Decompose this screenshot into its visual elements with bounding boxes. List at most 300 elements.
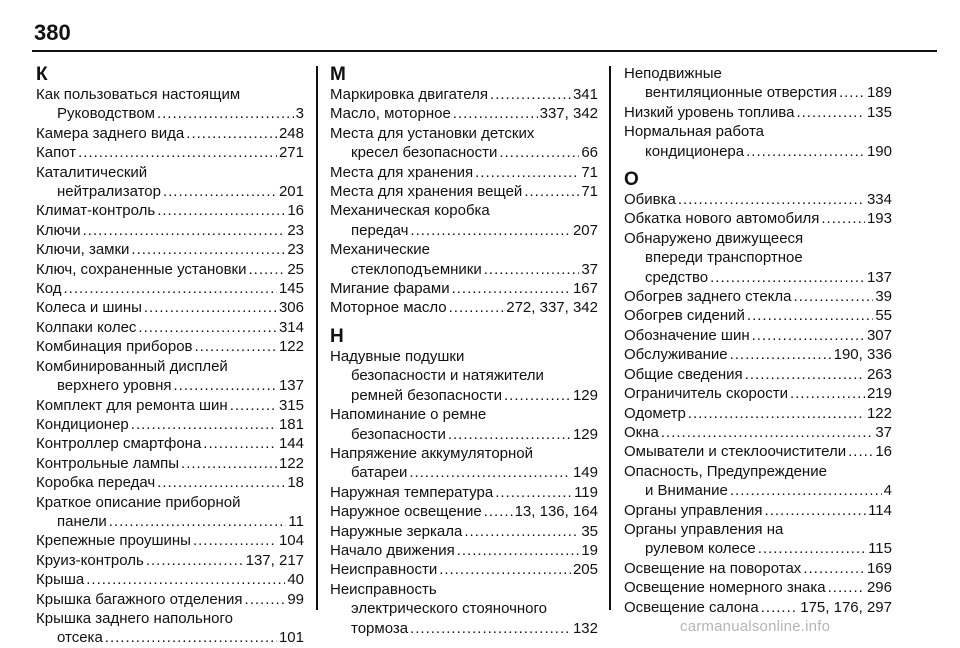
entry-label: Неисправности xyxy=(330,561,438,579)
entry-label: Наружное освещение xyxy=(330,503,482,521)
page-reference[interactable]: 16 xyxy=(875,443,892,461)
entry-line xyxy=(36,512,304,531)
entry-label: Обслуживание xyxy=(624,346,728,364)
entry-label: Кондиционер xyxy=(36,415,129,433)
index-entry[interactable] xyxy=(624,345,892,364)
index-entry[interactable] xyxy=(330,182,598,201)
page-reference[interactable]: 190 xyxy=(866,142,892,160)
entry-line xyxy=(330,522,598,541)
entry-label: Ключ, сохраненные установки xyxy=(36,260,247,278)
index-entry[interactable] xyxy=(624,598,892,617)
section-letter: М xyxy=(330,64,346,85)
index-entry[interactable] xyxy=(624,462,892,501)
dot-leader xyxy=(157,104,294,123)
entry-label: Окна xyxy=(624,423,659,441)
page-number: 380 xyxy=(34,20,71,45)
entry-label: Освещение на поворотах xyxy=(624,559,802,577)
entry-line xyxy=(330,386,598,405)
index-entry[interactable] xyxy=(330,541,598,560)
index-entry[interactable] xyxy=(624,442,892,461)
entry-line xyxy=(624,501,892,520)
entry-label: Капот xyxy=(36,144,77,162)
entry-line xyxy=(624,481,892,500)
dot-leader xyxy=(747,306,873,325)
index-section xyxy=(330,326,598,638)
index-entry[interactable] xyxy=(624,404,892,423)
page-reference[interactable]: 71 xyxy=(581,183,598,201)
entry-label: батареи xyxy=(351,464,408,482)
entry-line xyxy=(624,442,892,461)
entry-label: Общие сведения xyxy=(624,365,743,383)
entry-line xyxy=(330,463,598,482)
page-reference[interactable]: 137 xyxy=(278,377,304,395)
index-entry[interactable] xyxy=(36,143,304,162)
entry-line xyxy=(330,85,598,104)
entry-label: Маркировка двигателя xyxy=(330,86,489,103)
dot-leader xyxy=(78,143,277,162)
entry-label: Ограничитель скорости xyxy=(624,385,788,403)
entry-line xyxy=(36,434,304,453)
index-column-1 xyxy=(36,64,304,648)
index-entry[interactable] xyxy=(36,396,304,415)
dot-leader xyxy=(495,483,572,502)
page-reference[interactable]: 137 xyxy=(866,268,892,286)
page-reference[interactable]: 39 xyxy=(875,288,892,306)
page-reference[interactable]: 315 xyxy=(278,396,304,414)
dot-leader xyxy=(174,376,277,395)
index-entry[interactable] xyxy=(36,454,304,473)
entry-label: безопасности xyxy=(351,425,446,443)
page-reference[interactable]: 205 xyxy=(572,561,598,579)
index-entry[interactable] xyxy=(624,190,892,209)
dot-leader xyxy=(83,221,286,240)
entry-label: Коробка передач xyxy=(36,474,156,492)
dot-leader xyxy=(439,560,571,579)
entry-text-line: Органы управления на xyxy=(624,520,784,538)
page-reference[interactable]: 132 xyxy=(572,619,598,637)
page-reference[interactable]: 37 xyxy=(875,423,892,441)
page-reference[interactable]: 189 xyxy=(866,84,892,102)
index-section xyxy=(624,169,892,617)
dot-leader xyxy=(828,578,865,597)
index-entry[interactable] xyxy=(330,124,598,163)
dot-leader xyxy=(144,298,277,317)
index-entry[interactable] xyxy=(624,326,892,345)
entry-line xyxy=(36,531,304,550)
dot-leader xyxy=(730,481,882,500)
page-reference[interactable]: 11 xyxy=(288,512,304,530)
dot-leader xyxy=(453,104,538,123)
entry-line xyxy=(330,502,598,521)
dot-leader xyxy=(794,287,874,306)
index-entry[interactable] xyxy=(36,473,304,492)
dot-leader xyxy=(803,559,865,578)
index-entry[interactable] xyxy=(330,104,598,123)
entry-label: Климат-контроль xyxy=(36,202,156,220)
entry-label: Масло, моторное xyxy=(330,105,451,123)
page-reference[interactable]: 55 xyxy=(875,307,892,325)
dot-leader xyxy=(499,143,579,162)
index-entry[interactable] xyxy=(36,493,304,532)
entry-line xyxy=(624,326,892,345)
page-reference[interactable]: 201 xyxy=(278,183,304,201)
dot-leader xyxy=(761,598,799,617)
entry-line xyxy=(36,240,304,259)
dot-leader xyxy=(484,502,513,521)
page-reference[interactable]: 71 xyxy=(581,163,598,181)
dot-leader xyxy=(839,83,865,102)
dot-leader xyxy=(524,182,579,201)
dot-leader xyxy=(86,570,285,589)
entry-text-line: Нормальная работа xyxy=(624,123,764,141)
index-entry[interactable] xyxy=(330,560,598,579)
entry-line xyxy=(330,298,598,317)
entry-line xyxy=(36,396,304,415)
page-reference[interactable]: 25 xyxy=(287,260,304,278)
entry-text-line: Как пользоваться настоящим xyxy=(36,86,241,103)
entry-label: Крышка багажного отделения xyxy=(36,590,243,608)
dot-leader xyxy=(245,590,286,609)
page-reference[interactable]: 307 xyxy=(866,326,892,344)
dot-leader xyxy=(203,434,277,453)
entry-label: Обивка xyxy=(624,191,676,209)
entry-label: Освещение салона xyxy=(624,598,759,616)
page-reference[interactable]: 271 xyxy=(278,144,304,162)
entry-label: средство xyxy=(645,268,709,286)
dot-leader xyxy=(146,551,244,570)
page-reference[interactable]: 35 xyxy=(581,522,598,540)
entry-line xyxy=(36,104,304,123)
entry-line xyxy=(624,404,892,423)
page-reference[interactable]: 306 xyxy=(278,299,304,317)
index-entry[interactable] xyxy=(36,201,304,220)
entry-label: Колеса и шины xyxy=(36,299,142,317)
entry-text-line: впереди транспортное xyxy=(645,249,803,267)
entry-line xyxy=(330,483,598,502)
dot-leader xyxy=(131,240,285,259)
entry-label: Камера заднего вида xyxy=(36,124,185,142)
index-entry[interactable] xyxy=(624,578,892,597)
entry-line xyxy=(36,298,304,317)
dot-leader xyxy=(448,425,571,444)
entry-label: Места для хранения xyxy=(330,163,474,181)
entry-line xyxy=(330,221,598,240)
index-entry[interactable] xyxy=(624,103,892,122)
dot-leader xyxy=(452,279,571,298)
index-entry[interactable] xyxy=(624,559,892,578)
entry-label: передач xyxy=(351,221,409,239)
page-reference[interactable]: 175, 176, 297 xyxy=(800,598,892,616)
dot-leader xyxy=(796,103,865,122)
dot-leader xyxy=(504,386,571,405)
index-entry[interactable] xyxy=(330,502,598,521)
page-reference[interactable]: 263 xyxy=(866,365,892,383)
page-reference[interactable]: 122 xyxy=(278,338,304,356)
index-section xyxy=(36,64,304,648)
page-reference[interactable]: 40 xyxy=(287,571,304,589)
entry-label: Освещение номерного знака xyxy=(624,579,826,597)
index-entry[interactable] xyxy=(330,483,598,502)
index-entry[interactable] xyxy=(330,444,598,483)
entry-label: Обогрев сидений xyxy=(624,307,745,325)
index-entry[interactable] xyxy=(330,522,598,541)
index-entry[interactable] xyxy=(36,124,304,143)
page-reference[interactable]: 104 xyxy=(278,532,304,550)
page-reference[interactable]: 37 xyxy=(581,260,598,278)
entry-line xyxy=(36,590,304,609)
entry-label: Обогрев заднего стекла xyxy=(624,288,792,306)
entry-line xyxy=(330,619,598,638)
entry-text-line: Неисправность xyxy=(330,580,437,598)
index-entry[interactable] xyxy=(624,229,892,287)
page-reference[interactable]: 341 xyxy=(572,86,598,103)
index-entry[interactable] xyxy=(36,570,304,589)
index-entry[interactable] xyxy=(36,279,304,298)
dot-leader xyxy=(181,454,277,473)
index-entry[interactable] xyxy=(330,405,598,444)
entry-line xyxy=(36,628,304,647)
index-entry[interactable] xyxy=(36,85,304,124)
entry-label: вентиляционные отверстия xyxy=(645,84,837,102)
entry-text-line: Опасность, Предупреждение xyxy=(624,462,827,480)
page-reference[interactable]: 135 xyxy=(866,103,892,121)
entry-text-line: Места для установки детских xyxy=(330,124,535,142)
entry-line xyxy=(330,541,598,560)
entry-line xyxy=(36,551,304,570)
page-reference[interactable]: 137, 217 xyxy=(245,551,304,569)
entry-line xyxy=(624,559,892,578)
index-entry[interactable] xyxy=(330,347,598,405)
entry-line xyxy=(330,143,598,162)
index-entry[interactable] xyxy=(36,551,304,570)
entry-label: Обкатка нового автомобиля xyxy=(624,210,820,228)
index-entry[interactable] xyxy=(36,318,304,337)
entry-label: Круиз-контроль xyxy=(36,551,144,569)
page-reference[interactable]: 193 xyxy=(866,210,892,228)
entry-line xyxy=(330,279,598,298)
index-entry[interactable] xyxy=(36,298,304,317)
page-reference[interactable]: 129 xyxy=(572,425,598,443)
entry-line xyxy=(330,425,598,444)
page-reference[interactable]: 145 xyxy=(278,280,304,298)
entry-label: Мигание фарами xyxy=(330,280,450,298)
index-entry[interactable] xyxy=(36,221,304,240)
index-entry[interactable] xyxy=(624,365,892,384)
index-entry[interactable] xyxy=(36,590,304,609)
entry-text-line: Обнаружено движущееся xyxy=(624,229,804,247)
dot-leader xyxy=(157,473,285,492)
page-reference[interactable]: 13, 136, 164 xyxy=(514,503,598,521)
dot-leader xyxy=(193,531,277,550)
dot-leader xyxy=(661,423,873,442)
entry-line xyxy=(624,306,892,325)
index-entry[interactable] xyxy=(36,434,304,453)
index-entry[interactable] xyxy=(330,298,598,317)
page-reference[interactable]: 272, 337, 342 xyxy=(506,299,598,317)
index-entry[interactable] xyxy=(624,384,892,403)
dot-leader xyxy=(64,279,277,298)
dot-leader xyxy=(752,326,865,345)
page-reference[interactable]: 23 xyxy=(287,221,304,239)
page-reference[interactable]: 16 xyxy=(287,202,304,220)
entry-text-line: Комбинированный дисплей xyxy=(36,357,228,375)
page-reference[interactable]: 19 xyxy=(581,541,598,559)
page-reference[interactable]: 207 xyxy=(572,221,598,239)
index-entry[interactable] xyxy=(36,531,304,550)
entry-label: Крыша xyxy=(36,571,85,589)
watermark: carmanualsonline.info xyxy=(680,618,831,635)
index-entry[interactable] xyxy=(330,85,598,104)
entry-line xyxy=(36,124,304,143)
dot-leader xyxy=(490,85,571,104)
entry-label: стеклоподъемники xyxy=(351,260,482,278)
entry-line xyxy=(624,142,892,161)
entry-line xyxy=(330,560,598,579)
page-reference[interactable]: 119 xyxy=(574,483,598,501)
index-entry[interactable] xyxy=(624,64,892,103)
entry-line xyxy=(624,578,892,597)
dot-leader xyxy=(105,628,277,647)
entry-label: Колпаки колес xyxy=(36,318,137,336)
entry-label: кондиционера xyxy=(645,142,745,160)
entry-line xyxy=(624,365,892,384)
entry-label: Моторное масло xyxy=(330,299,447,317)
page-reference[interactable]: 248 xyxy=(278,124,304,142)
entry-line xyxy=(36,415,304,434)
entry-label: отсека xyxy=(57,629,103,647)
dot-leader xyxy=(157,201,285,220)
page-reference[interactable]: 99 xyxy=(287,590,304,608)
page-reference[interactable]: 4 xyxy=(883,482,892,500)
dot-leader xyxy=(410,221,571,240)
page-reference[interactable]: 149 xyxy=(572,464,598,482)
entry-line xyxy=(36,570,304,589)
page-reference[interactable]: 167 xyxy=(572,280,598,298)
entry-line xyxy=(36,454,304,473)
entry-label: Ключи xyxy=(36,221,81,239)
dot-leader xyxy=(678,190,865,209)
index-entry[interactable] xyxy=(36,337,304,356)
index-entry[interactable] xyxy=(624,501,892,520)
page-reference[interactable]: 23 xyxy=(287,241,304,259)
dot-leader xyxy=(710,268,865,287)
entry-line xyxy=(624,598,892,617)
entry-line xyxy=(624,345,892,364)
entry-label: рулевом колесе xyxy=(645,540,756,558)
page-reference[interactable]: 122 xyxy=(278,454,304,472)
dot-leader xyxy=(848,442,873,461)
index-entry[interactable] xyxy=(36,240,304,259)
entry-line xyxy=(624,83,892,102)
entry-line xyxy=(36,376,304,395)
dot-leader xyxy=(745,365,865,384)
index-entry[interactable] xyxy=(36,163,304,202)
page-reference[interactable]: 122 xyxy=(866,404,892,422)
entry-line xyxy=(36,182,304,201)
index-entry[interactable] xyxy=(36,415,304,434)
entry-label: Код xyxy=(36,280,62,298)
entry-text-line: Краткое описание приборной xyxy=(36,493,241,511)
index-entry[interactable] xyxy=(624,209,892,228)
page-reference[interactable]: 115 xyxy=(868,540,892,558)
index-entry[interactable] xyxy=(624,520,892,559)
page-reference[interactable]: 3 xyxy=(295,105,304,123)
dot-leader xyxy=(746,142,865,161)
entry-label: Начало движения xyxy=(330,541,455,559)
index-entry[interactable] xyxy=(624,423,892,442)
dot-leader xyxy=(730,345,832,364)
section-letter: Н xyxy=(330,325,344,347)
dot-leader xyxy=(138,318,277,337)
page-reference[interactable]: 219 xyxy=(866,385,892,403)
index-section xyxy=(330,64,598,318)
index-entry[interactable] xyxy=(36,357,304,396)
index-section xyxy=(624,64,892,161)
index-entry[interactable] xyxy=(330,201,598,240)
dot-leader xyxy=(131,415,277,434)
entry-text-line: Напряжение аккумуляторной xyxy=(330,444,534,462)
page-reference[interactable]: 314 xyxy=(278,318,304,336)
entry-label: Обозначение шин xyxy=(624,326,750,344)
entry-label: Низкий уровень топлива xyxy=(624,103,795,121)
entry-label: и Внимание xyxy=(645,482,728,500)
entry-label: Контроллер смартфона xyxy=(36,435,202,453)
page-reference[interactable]: 181 xyxy=(278,415,304,433)
index-entry[interactable] xyxy=(330,580,598,638)
page-reference[interactable]: 144 xyxy=(278,435,304,453)
page-reference[interactable]: 190, 336 xyxy=(833,346,892,364)
index-entry[interactable] xyxy=(330,163,598,182)
entry-label: Органы управления xyxy=(624,501,763,519)
page-reference[interactable]: 129 xyxy=(572,386,598,404)
entry-label: Руководством xyxy=(57,105,155,123)
entry-line xyxy=(36,221,304,240)
entry-line xyxy=(36,260,304,279)
entry-label: Крепежные проушины xyxy=(36,532,191,550)
entry-label: Ключи, замки xyxy=(36,241,130,259)
dot-leader xyxy=(409,463,571,482)
entry-line xyxy=(330,104,598,123)
entry-label: Омыватели и стеклоочистители xyxy=(624,443,847,461)
entry-label: Наружная температура xyxy=(330,483,494,501)
index-entry[interactable] xyxy=(624,287,892,306)
dot-leader xyxy=(790,384,865,403)
index-entry[interactable] xyxy=(330,279,598,298)
page-reference[interactable]: 169 xyxy=(866,559,892,577)
page-reference[interactable]: 114 xyxy=(868,501,892,519)
page-reference[interactable]: 101 xyxy=(278,629,304,647)
page-reference[interactable]: 18 xyxy=(287,474,304,492)
page-reference[interactable]: 66 xyxy=(581,144,598,162)
index-entry[interactable] xyxy=(624,122,892,161)
entry-line xyxy=(624,209,892,228)
index-entry[interactable] xyxy=(36,260,304,279)
page-reference[interactable]: 334 xyxy=(866,191,892,209)
index-entry[interactable] xyxy=(330,240,598,279)
entry-text-line: Напоминание о ремне xyxy=(330,406,487,424)
entry-line xyxy=(624,268,892,287)
page-reference[interactable]: 337, 342 xyxy=(539,105,598,123)
entry-line xyxy=(624,384,892,403)
dot-leader xyxy=(163,182,277,201)
entry-line xyxy=(36,337,304,356)
dot-leader xyxy=(821,209,865,228)
entry-text-line: Механическая коробка xyxy=(330,202,490,220)
entry-label: Одометр xyxy=(624,404,686,422)
page-reference[interactable]: 296 xyxy=(866,579,892,597)
entry-line xyxy=(330,163,598,182)
index-entry[interactable] xyxy=(624,306,892,325)
